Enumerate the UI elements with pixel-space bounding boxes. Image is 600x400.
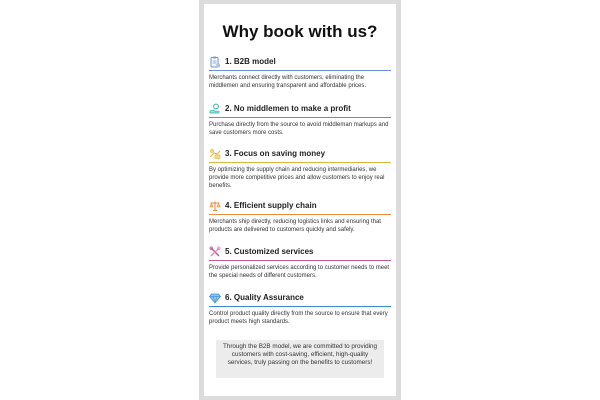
- page-title: Why book with us?: [222, 22, 378, 41]
- section-heading: 1. B2B model: [225, 57, 276, 66]
- section-divider: [209, 117, 391, 118]
- section-no-middlemen: [209, 102, 391, 137]
- section-divider: [209, 162, 391, 163]
- scale-icon: [209, 200, 221, 212]
- content-card: [204, 4, 396, 396]
- section-supply-chain: [209, 199, 391, 234]
- section-b2b-model: [209, 55, 391, 90]
- section-heading: 2. No middlemen to make a profit: [225, 104, 351, 113]
- section-heading: 6. Quality Assurance: [225, 293, 304, 302]
- section-divider: [209, 306, 391, 307]
- section-divider: [209, 214, 391, 215]
- section-customized-services: [209, 245, 391, 280]
- section-text: Purchase directly from the source to avoid middleman markups and save customers more costs.: [209, 122, 389, 136]
- page-frame: [199, 0, 401, 400]
- section-heading: 5. Customized services: [225, 247, 314, 256]
- tools-icon: [209, 246, 221, 258]
- hand-money-icon: [209, 148, 221, 160]
- section-divider: [209, 260, 391, 261]
- section-heading: 3. Focus on saving money: [225, 149, 326, 158]
- section-text: Merchants ship directly, reducing logistics links and ensuring that products are delivered to customers quickly and safely.: [209, 219, 381, 233]
- section-text: Provide personalized services according to customer needs to meet the special needs of different customers.: [209, 265, 390, 279]
- section-text: By optimizing the supply chain and reducing intermediaries, we provide more competitive prices and allow customers to enjoy real benefits.: [209, 167, 385, 189]
- section-text: Control product quality directly from the source to ensure that every product meets high standards.: [209, 311, 388, 325]
- section-divider: [209, 70, 391, 71]
- section-heading: 4. Efficient supply chain: [225, 201, 317, 210]
- summary-box: Through the B2B model, we are committed to providing customers with cost-saving, efficient, high-quality services, truly passing on the benefits to customers!: [216, 340, 384, 378]
- hand-coin-icon: [209, 103, 221, 115]
- section-text: Merchants connect directly with customers, eliminating the middlemen and ensuring transparent and affordable prices.: [209, 75, 366, 89]
- section-saving-money: [209, 147, 391, 190]
- clipboard-icon: [209, 56, 221, 68]
- section-quality-assurance: [209, 291, 391, 326]
- diamond-icon: [209, 292, 221, 304]
